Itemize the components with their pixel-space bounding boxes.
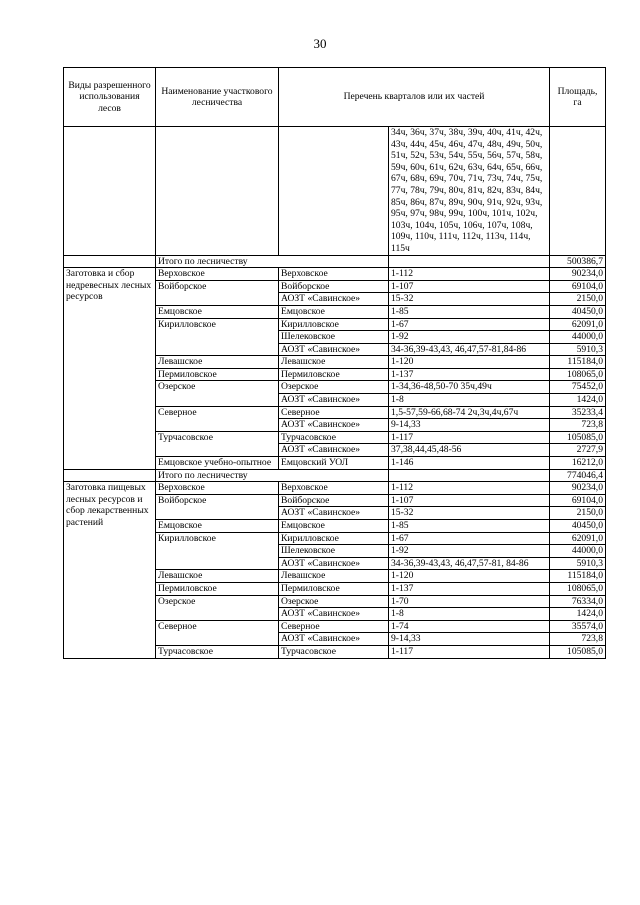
sub-forestry-cell: Войборское [279,280,389,293]
sub-forestry-cell: Пермиловское [279,368,389,381]
forestry-cell: Емцовское [156,305,279,318]
sub-forestry-cell: Шелековское [279,545,389,558]
area-cell: 105085,0 [550,645,606,658]
total-row [64,469,606,482]
area-cell: 62091,0 [550,318,606,331]
sub-forestry-cell: Турчасовское [279,431,389,444]
area-cell: 40450,0 [550,520,606,533]
forestry-cell: Левашское [156,356,279,369]
total-row [64,255,606,268]
area-cell: 108065,0 [550,582,606,595]
forestry-cell: Кирилловское [156,318,279,356]
sub-forestry-cell [279,127,389,256]
quarters-cell: 1-117 [389,645,550,658]
area-cell: 69104,0 [550,494,606,507]
total-area: 774046,4 [550,469,606,482]
area-cell: 90234,0 [550,482,606,495]
quarters-cell: 34-36,39-43,43, 46,47,57-81,84-86 [389,343,550,356]
use-type-food: Заготовка пищевых лесных ресурсов и сбор лекарственных растений [64,482,156,658]
quarters-cell: 1,5-57,59-66,68-74 2ч,3ч,4ч,67ч [389,406,550,419]
quarters-cell: 1-67 [389,318,550,331]
quarters-cell: 1-137 [389,368,550,381]
sub-forestry-cell: АОЗТ «Савинское» [279,394,389,407]
sub-forestry-cell: Турчасовское [279,645,389,658]
quarters-cell: 34ч, 36ч, 37ч, 38ч, 39ч, 40ч, 41ч, 42ч, 43ч, 44ч, 45ч, 46ч, 47ч, 48ч, 49ч, 50ч, 51ч, 52ч, 53ч, 54ч, 55ч, 56ч, 57ч, 58ч, 59ч, 60ч, 61ч, 62ч, 63ч, 64ч, 65ч, 66ч, 67ч, 68ч, 69ч, 70ч, 71ч, 73ч, 74ч, 75ч, 77ч, 78ч, 79ч, 80ч, 81ч, 82ч, 83ч, 84ч, 85ч, 86ч, 87ч, 89ч, 90ч, 91ч, 92ч, 93ч, 95ч, 97ч, 98ч, 99ч, 100ч, 101ч, 102ч, 103ч, 104ч, 105ч, 106ч, 107ч, 108ч, 109ч, 110ч, 111ч, 112ч, 113ч, 114ч, 115ч [389,127,550,256]
quarters-cell [389,255,550,268]
sub-forestry-cell: Емцовский УОЛ [279,457,389,470]
area-cell: 105085,0 [550,431,606,444]
area-cell: 2150,0 [550,507,606,520]
quarters-cell: 1-137 [389,582,550,595]
forestry-cell: Емцовское учебно-опытное [156,457,279,470]
area-cell: 115184,0 [550,356,606,369]
sub-forestry-cell: Верховское [279,482,389,495]
quarters-cell: 9-14,33 [389,633,550,646]
sub-forestry-cell: АОЗТ «Савинское» [279,507,389,520]
area-cell: 44000,0 [550,331,606,344]
quarters-cell: 1-92 [389,331,550,344]
sub-forestry-cell: Емцовское [279,305,389,318]
sub-forestry-cell: Емцовское [279,520,389,533]
header-area: Площадь, га [550,68,606,127]
quarters-cell: 1-74 [389,620,550,633]
quarters-cell: 1-8 [389,394,550,407]
table-row [64,482,606,495]
forestry-cell: Пермиловское [156,582,279,595]
header-use-type: Виды разрешенного использования лесов [64,68,156,127]
quarters-cell: 1-120 [389,570,550,583]
forestry-cell: Северное [156,406,279,431]
area-cell: 2727,9 [550,444,606,457]
total-label: Итого по лесничеству [156,255,389,268]
quarters-cell: 1-70 [389,595,550,608]
sub-forestry-cell: Кирилловское [279,318,389,331]
area-cell [550,127,606,256]
sub-forestry-cell: Верховское [279,268,389,281]
quarters-cell: 1-107 [389,494,550,507]
quarters-cell: 1-85 [389,520,550,533]
sub-forestry-cell: Левашское [279,356,389,369]
continuation-row [64,127,606,256]
forestry-cell: Кирилловское [156,532,279,570]
area-cell: 76334,0 [550,595,606,608]
forestry-cell: Озерское [156,595,279,620]
area-cell: 16212,0 [550,457,606,470]
area-cell: 108065,0 [550,368,606,381]
sub-forestry-cell: Северное [279,620,389,633]
sub-forestry-cell: Пермиловское [279,582,389,595]
total-area: 500386,7 [550,255,606,268]
sub-forestry-cell: Северное [279,406,389,419]
forestry-cell: Северное [156,620,279,645]
quarters-cell: 1-112 [389,268,550,281]
area-cell: 62091,0 [550,532,606,545]
use-type-cell [64,469,156,482]
area-cell: 115184,0 [550,570,606,583]
use-type-cell [64,127,156,256]
quarters-cell: 1-146 [389,457,550,470]
forestry-cell: Верховское [156,268,279,281]
quarters-cell: 1-67 [389,532,550,545]
area-cell: 5910,3 [550,343,606,356]
forestry-cell: Пермиловское [156,368,279,381]
forestry-cell [156,127,279,256]
area-cell: 44000,0 [550,545,606,558]
quarters-cell: 1-107 [389,280,550,293]
quarters-cell: 15-32 [389,507,550,520]
sub-forestry-cell: Шелековское [279,331,389,344]
quarters-cell: 34-36,39-43,43, 46,47,57-81, 84-86 [389,557,550,570]
area-cell: 69104,0 [550,280,606,293]
area-cell: 1424,0 [550,394,606,407]
sub-forestry-cell: Левашское [279,570,389,583]
quarters-cell: 15-32 [389,293,550,306]
quarters-cell: 1-34,36-48,50-70 35ч,49ч [389,381,550,394]
forestry-cell: Турчасовское [156,645,279,658]
forestry-cell: Войборское [156,280,279,305]
use-type-cell [64,255,156,268]
sub-forestry-cell: АОЗТ «Савинское» [279,419,389,432]
area-cell: 40450,0 [550,305,606,318]
quarters-cell: 1-8 [389,608,550,621]
sub-forestry-cell: АОЗТ «Савинское» [279,343,389,356]
quarters-cell: 1-120 [389,356,550,369]
forestry-cell: Турчасовское [156,431,279,456]
forestry-cell: Озерское [156,381,279,406]
area-cell: 35574,0 [550,620,606,633]
table-header-row [64,68,606,127]
area-cell: 723,8 [550,419,606,432]
sub-forestry-cell: Озерское [279,381,389,394]
quarters-cell: 1-85 [389,305,550,318]
area-cell: 75452,0 [550,381,606,394]
sub-forestry-cell: Озерское [279,595,389,608]
sub-forestry-cell: АОЗТ «Савинское» [279,557,389,570]
quarters-cell: 1-92 [389,545,550,558]
header-forestry-name: Наименование участкового лесничества [156,68,279,127]
total-label: Итого по лесничеству [156,469,389,482]
sub-forestry-cell: АОЗТ «Савинское» [279,444,389,457]
forest-use-table [63,67,606,659]
area-cell: 90234,0 [550,268,606,281]
area-cell: 723,8 [550,633,606,646]
header-quarters-list: Перечень кварталов или их частей [279,68,550,127]
forestry-cell: Войборское [156,494,279,519]
area-cell: 5910,3 [550,557,606,570]
forestry-cell: Емцовское [156,520,279,533]
sub-forestry-cell: Войборское [279,494,389,507]
quarters-cell: 1-117 [389,431,550,444]
sub-forestry-cell: Кирилловское [279,532,389,545]
page-number: 30 [313,36,327,51]
area-cell: 1424,0 [550,608,606,621]
area-cell: 35233,4 [550,406,606,419]
use-type-nonwood: Заготовка и сбор недревесных лесных ресурсов [64,268,156,470]
quarters-cell: 9-14,33 [389,419,550,432]
quarters-cell: 1-112 [389,482,550,495]
quarters-cell: 37,38,44,45,48-56 [389,444,550,457]
sub-forestry-cell: АОЗТ «Савинское» [279,608,389,621]
sub-forestry-cell: АОЗТ «Савинское» [279,293,389,306]
quarters-cell [389,469,550,482]
forestry-cell: Левашское [156,570,279,583]
table-row [64,268,606,281]
area-cell: 2150,0 [550,293,606,306]
sub-forestry-cell: АОЗТ «Савинское» [279,633,389,646]
forestry-cell: Верховское [156,482,279,495]
